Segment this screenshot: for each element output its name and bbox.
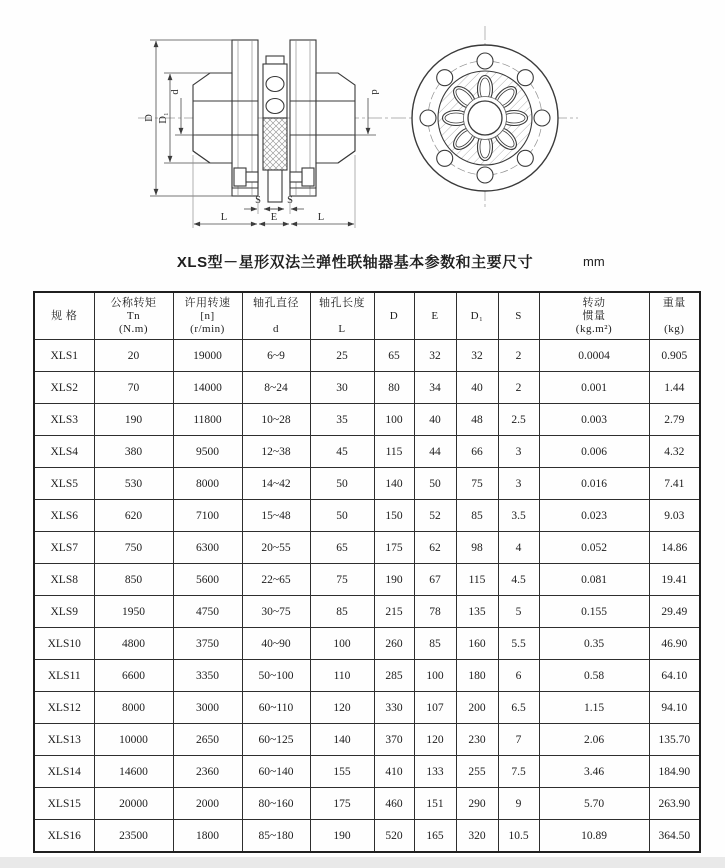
table-row bbox=[34, 340, 700, 372]
dim-label-d-left: d bbox=[170, 89, 181, 95]
value-cell: 94.10 bbox=[649, 692, 700, 724]
value-cell: 30 bbox=[310, 372, 374, 404]
value-cell: 263.90 bbox=[649, 788, 700, 820]
value-cell: 85 bbox=[456, 500, 498, 532]
spec-cell: XLS12 bbox=[34, 692, 94, 724]
value-cell: 7.5 bbox=[498, 756, 539, 788]
value-cell: 165 bbox=[414, 820, 456, 853]
value-cell: 0.35 bbox=[539, 628, 649, 660]
value-cell: 7100 bbox=[173, 500, 242, 532]
dim-label-D: D bbox=[144, 114, 155, 122]
value-cell: 100 bbox=[414, 660, 456, 692]
value-cell: 380 bbox=[94, 436, 173, 468]
dim-label-L-right: L bbox=[317, 212, 325, 223]
value-cell: 15~48 bbox=[242, 500, 310, 532]
value-cell: 25 bbox=[310, 340, 374, 372]
value-cell: 9500 bbox=[173, 436, 242, 468]
value-cell: 6600 bbox=[94, 660, 173, 692]
value-cell: 160 bbox=[456, 628, 498, 660]
value-cell: 0.58 bbox=[539, 660, 649, 692]
value-cell: 364.50 bbox=[649, 820, 700, 853]
value-cell: 5.5 bbox=[498, 628, 539, 660]
table-body bbox=[34, 340, 700, 853]
column-header: 转动 惯量 (kg.m²) bbox=[539, 292, 649, 340]
table-row bbox=[34, 756, 700, 788]
value-cell: 8000 bbox=[173, 468, 242, 500]
value-cell: 410 bbox=[374, 756, 414, 788]
spec-cell: XLS14 bbox=[34, 756, 94, 788]
value-cell: 6~9 bbox=[242, 340, 310, 372]
value-cell: 135 bbox=[456, 596, 498, 628]
spec-table bbox=[33, 291, 701, 853]
value-cell: 1800 bbox=[173, 820, 242, 853]
value-cell: 3.46 bbox=[539, 756, 649, 788]
value-cell: 330 bbox=[374, 692, 414, 724]
value-cell: 0.081 bbox=[539, 564, 649, 596]
value-cell: 10000 bbox=[94, 724, 173, 756]
value-cell: 140 bbox=[310, 724, 374, 756]
value-cell: 520 bbox=[374, 820, 414, 853]
value-cell: 5.70 bbox=[539, 788, 649, 820]
value-cell: 190 bbox=[94, 404, 173, 436]
value-cell: 78 bbox=[414, 596, 456, 628]
value-cell: 2.06 bbox=[539, 724, 649, 756]
value-cell: 100 bbox=[374, 404, 414, 436]
value-cell: 10~28 bbox=[242, 404, 310, 436]
value-cell: 3 bbox=[498, 468, 539, 500]
value-cell: 180 bbox=[456, 660, 498, 692]
value-cell: 2 bbox=[498, 372, 539, 404]
value-cell: 0.155 bbox=[539, 596, 649, 628]
page-title: XLS型－星形双法兰弹性联轴器基本参数和主要尺寸 bbox=[176, 254, 534, 271]
value-cell: 20~55 bbox=[242, 532, 310, 564]
value-cell: 320 bbox=[456, 820, 498, 853]
column-header: 轴孔直径 d bbox=[242, 292, 310, 340]
value-cell: 110 bbox=[310, 660, 374, 692]
value-cell: 2000 bbox=[173, 788, 242, 820]
column-header: 许用转速 [n] (r/min) bbox=[173, 292, 242, 340]
spec-cell: XLS3 bbox=[34, 404, 94, 436]
spec-cell: XLS10 bbox=[34, 628, 94, 660]
value-cell: 0.003 bbox=[539, 404, 649, 436]
value-cell: 60~110 bbox=[242, 692, 310, 724]
value-cell: 151 bbox=[414, 788, 456, 820]
value-cell: 46.90 bbox=[649, 628, 700, 660]
value-cell: 530 bbox=[94, 468, 173, 500]
column-header: 轴孔长度 L bbox=[310, 292, 374, 340]
value-cell: 230 bbox=[456, 724, 498, 756]
value-cell: 40 bbox=[414, 404, 456, 436]
value-cell: 11800 bbox=[173, 404, 242, 436]
value-cell: 115 bbox=[374, 436, 414, 468]
value-cell: 40~90 bbox=[242, 628, 310, 660]
value-cell: 48 bbox=[456, 404, 498, 436]
value-cell: 460 bbox=[374, 788, 414, 820]
value-cell: 85 bbox=[310, 596, 374, 628]
value-cell: 6.5 bbox=[498, 692, 539, 724]
value-cell: 0.052 bbox=[539, 532, 649, 564]
value-cell: 0.0004 bbox=[539, 340, 649, 372]
value-cell: 184.90 bbox=[649, 756, 700, 788]
value-cell: 19.41 bbox=[649, 564, 700, 596]
value-cell: 1.15 bbox=[539, 692, 649, 724]
value-cell: 50 bbox=[310, 468, 374, 500]
value-cell: 133 bbox=[414, 756, 456, 788]
value-cell: 66 bbox=[456, 436, 498, 468]
value-cell: 115 bbox=[456, 564, 498, 596]
value-cell: 50 bbox=[310, 500, 374, 532]
value-cell: 370 bbox=[374, 724, 414, 756]
unit-label: mm bbox=[583, 254, 605, 269]
value-cell: 2650 bbox=[173, 724, 242, 756]
value-cell: 10.89 bbox=[539, 820, 649, 853]
value-cell: 14~42 bbox=[242, 468, 310, 500]
table-row bbox=[34, 564, 700, 596]
table-row bbox=[34, 596, 700, 628]
value-cell: 35 bbox=[310, 404, 374, 436]
value-cell: 6300 bbox=[173, 532, 242, 564]
value-cell: 5600 bbox=[173, 564, 242, 596]
value-cell: 255 bbox=[456, 756, 498, 788]
value-cell: 3350 bbox=[173, 660, 242, 692]
value-cell: 3.5 bbox=[498, 500, 539, 532]
spec-cell: XLS6 bbox=[34, 500, 94, 532]
value-cell: 2360 bbox=[173, 756, 242, 788]
value-cell: 620 bbox=[94, 500, 173, 532]
value-cell: 14000 bbox=[173, 372, 242, 404]
table-row bbox=[34, 372, 700, 404]
value-cell: 285 bbox=[374, 660, 414, 692]
value-cell: 32 bbox=[414, 340, 456, 372]
value-cell: 12~38 bbox=[242, 436, 310, 468]
value-cell: 175 bbox=[374, 532, 414, 564]
value-cell: 7 bbox=[498, 724, 539, 756]
column-header: 公称转矩 Tn (N.m) bbox=[94, 292, 173, 340]
spec-cell: XLS15 bbox=[34, 788, 94, 820]
value-cell: 155 bbox=[310, 756, 374, 788]
value-cell: 75 bbox=[456, 468, 498, 500]
value-cell: 5 bbox=[498, 596, 539, 628]
table-row bbox=[34, 788, 700, 820]
dim-label-S-right: S bbox=[287, 195, 293, 206]
value-cell: 10.5 bbox=[498, 820, 539, 853]
table-row bbox=[34, 532, 700, 564]
spec-cell: XLS4 bbox=[34, 436, 94, 468]
value-cell: 200 bbox=[456, 692, 498, 724]
coupling-drawing bbox=[0, 0, 725, 248]
value-cell: 175 bbox=[310, 788, 374, 820]
front-view bbox=[392, 26, 578, 210]
table-row bbox=[34, 436, 700, 468]
value-cell: 100 bbox=[310, 628, 374, 660]
value-cell: 3000 bbox=[173, 692, 242, 724]
value-cell: 135.70 bbox=[649, 724, 700, 756]
value-cell: 290 bbox=[456, 788, 498, 820]
value-cell: 4.5 bbox=[498, 564, 539, 596]
value-cell: 14600 bbox=[94, 756, 173, 788]
value-cell: 23500 bbox=[94, 820, 173, 853]
value-cell: 64.10 bbox=[649, 660, 700, 692]
spec-cell: XLS1 bbox=[34, 340, 94, 372]
value-cell: 32 bbox=[456, 340, 498, 372]
value-cell: 85 bbox=[414, 628, 456, 660]
column-header: E bbox=[414, 292, 456, 340]
column-header: D bbox=[374, 292, 414, 340]
value-cell: 4 bbox=[498, 532, 539, 564]
table-row bbox=[34, 468, 700, 500]
spec-cell: XLS8 bbox=[34, 564, 94, 596]
value-cell: 0.006 bbox=[539, 436, 649, 468]
value-cell: 50 bbox=[414, 468, 456, 500]
value-cell: 6 bbox=[498, 660, 539, 692]
column-header: D₁ bbox=[456, 292, 498, 340]
value-cell: 29.49 bbox=[649, 596, 700, 628]
value-cell: 750 bbox=[94, 532, 173, 564]
value-cell: 0.023 bbox=[539, 500, 649, 532]
value-cell: 140 bbox=[374, 468, 414, 500]
value-cell: 7.41 bbox=[649, 468, 700, 500]
column-header: 重量 (kg) bbox=[649, 292, 700, 340]
value-cell: 2.5 bbox=[498, 404, 539, 436]
value-cell: 4.32 bbox=[649, 436, 700, 468]
value-cell: 80~160 bbox=[242, 788, 310, 820]
value-cell: 0.016 bbox=[539, 468, 649, 500]
value-cell: 65 bbox=[310, 532, 374, 564]
value-cell: 44 bbox=[414, 436, 456, 468]
spec-cell: XLS9 bbox=[34, 596, 94, 628]
value-cell: 0.001 bbox=[539, 372, 649, 404]
value-cell: 70 bbox=[94, 372, 173, 404]
spec-cell: XLS2 bbox=[34, 372, 94, 404]
table-row bbox=[34, 692, 700, 724]
column-header: S bbox=[498, 292, 539, 340]
column-header: 规 格 bbox=[34, 292, 94, 340]
spec-cell: XLS7 bbox=[34, 532, 94, 564]
value-cell: 8~24 bbox=[242, 372, 310, 404]
value-cell: 3750 bbox=[173, 628, 242, 660]
dim-label-S-left: S bbox=[255, 195, 261, 206]
value-cell: 45 bbox=[310, 436, 374, 468]
value-cell: 9.03 bbox=[649, 500, 700, 532]
value-cell: 22~65 bbox=[242, 564, 310, 596]
value-cell: 3 bbox=[498, 436, 539, 468]
value-cell: 1950 bbox=[94, 596, 173, 628]
value-cell: 150 bbox=[374, 500, 414, 532]
dim-label-E: E bbox=[270, 212, 278, 223]
value-cell: 850 bbox=[94, 564, 173, 596]
table-row bbox=[34, 628, 700, 660]
value-cell: 260 bbox=[374, 628, 414, 660]
value-cell: 4800 bbox=[94, 628, 173, 660]
value-cell: 2 bbox=[498, 340, 539, 372]
value-cell: 1.44 bbox=[649, 372, 700, 404]
value-cell: 52 bbox=[414, 500, 456, 532]
value-cell: 20000 bbox=[94, 788, 173, 820]
value-cell: 215 bbox=[374, 596, 414, 628]
value-cell: 19000 bbox=[173, 340, 242, 372]
value-cell: 85~180 bbox=[242, 820, 310, 853]
spec-cell: XLS5 bbox=[34, 468, 94, 500]
table-row bbox=[34, 660, 700, 692]
table-row bbox=[34, 724, 700, 756]
value-cell: 30~75 bbox=[242, 596, 310, 628]
spec-cell: XLS13 bbox=[34, 724, 94, 756]
value-cell: 2.79 bbox=[649, 404, 700, 436]
dim-label-d-right: d bbox=[369, 89, 380, 95]
value-cell: 8000 bbox=[94, 692, 173, 724]
value-cell: 75 bbox=[310, 564, 374, 596]
value-cell: 40 bbox=[456, 372, 498, 404]
value-cell: 120 bbox=[414, 724, 456, 756]
page-bottom-strip bbox=[0, 857, 725, 868]
value-cell: 65 bbox=[374, 340, 414, 372]
spec-cell: XLS11 bbox=[34, 660, 94, 692]
value-cell: 20 bbox=[94, 340, 173, 372]
table-header-row bbox=[34, 292, 700, 340]
value-cell: 120 bbox=[310, 692, 374, 724]
value-cell: 9 bbox=[498, 788, 539, 820]
value-cell: 50~100 bbox=[242, 660, 310, 692]
section-view bbox=[138, 40, 392, 228]
value-cell: 190 bbox=[374, 564, 414, 596]
value-cell: 67 bbox=[414, 564, 456, 596]
table-row bbox=[34, 500, 700, 532]
value-cell: 4750 bbox=[173, 596, 242, 628]
value-cell: 60~125 bbox=[242, 724, 310, 756]
value-cell: 80 bbox=[374, 372, 414, 404]
value-cell: 0.905 bbox=[649, 340, 700, 372]
dim-label-L-left: L bbox=[220, 212, 228, 223]
dim-label-D1: D₁ bbox=[158, 112, 169, 124]
value-cell: 62 bbox=[414, 532, 456, 564]
value-cell: 107 bbox=[414, 692, 456, 724]
value-cell: 60~140 bbox=[242, 756, 310, 788]
value-cell: 14.86 bbox=[649, 532, 700, 564]
table-row bbox=[34, 820, 700, 853]
value-cell: 34 bbox=[414, 372, 456, 404]
value-cell: 98 bbox=[456, 532, 498, 564]
value-cell: 190 bbox=[310, 820, 374, 853]
table-row bbox=[34, 404, 700, 436]
spec-cell: XLS16 bbox=[34, 820, 94, 853]
